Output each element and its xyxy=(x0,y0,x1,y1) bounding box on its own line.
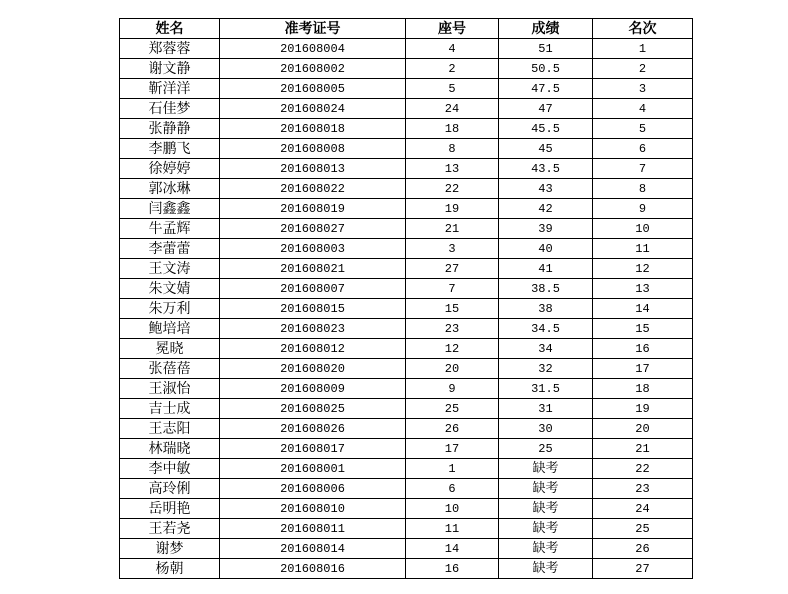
cell-exam-id: 201608008 xyxy=(220,139,406,159)
table-row xyxy=(120,299,693,319)
cell-seat: 3 xyxy=(406,239,499,259)
cell-rank: 9 xyxy=(593,199,693,219)
cell-rank: 24 xyxy=(593,499,693,519)
cell-exam-id: 201608007 xyxy=(220,279,406,299)
cell-name: 郭冰琳 xyxy=(120,179,220,199)
cell-name: 谢文静 xyxy=(120,59,220,79)
score-table xyxy=(119,18,693,579)
table-row xyxy=(120,339,693,359)
table-row xyxy=(120,119,693,139)
table-row xyxy=(120,159,693,179)
table-body xyxy=(120,39,693,579)
cell-exam-id: 201608003 xyxy=(220,239,406,259)
table-row xyxy=(120,479,693,499)
cell-rank: 6 xyxy=(593,139,693,159)
cell-score: 40 xyxy=(499,239,593,259)
cell-rank: 17 xyxy=(593,359,693,379)
cell-score: 43.5 xyxy=(499,159,593,179)
cell-rank: 19 xyxy=(593,399,693,419)
cell-score: 31.5 xyxy=(499,379,593,399)
cell-name: 张蓓蓓 xyxy=(120,359,220,379)
cell-score: 30 xyxy=(499,419,593,439)
cell-score: 25 xyxy=(499,439,593,459)
cell-score: 缺考 xyxy=(499,479,593,499)
cell-rank: 15 xyxy=(593,319,693,339)
table-row xyxy=(120,419,693,439)
header-seat: 座号 xyxy=(406,19,499,39)
table-row xyxy=(120,279,693,299)
header-score: 成绩 xyxy=(499,19,593,39)
cell-seat: 15 xyxy=(406,299,499,319)
cell-exam-id: 201608019 xyxy=(220,199,406,219)
cell-score: 缺考 xyxy=(499,559,593,579)
table-row xyxy=(120,499,693,519)
cell-seat: 26 xyxy=(406,419,499,439)
cell-name: 李蕾蕾 xyxy=(120,239,220,259)
cell-score: 43 xyxy=(499,179,593,199)
cell-name: 林瑞晓 xyxy=(120,439,220,459)
cell-score: 缺考 xyxy=(499,519,593,539)
table-row xyxy=(120,379,693,399)
table-row xyxy=(120,99,693,119)
cell-name: 李中敏 xyxy=(120,459,220,479)
cell-name: 张静静 xyxy=(120,119,220,139)
cell-seat: 2 xyxy=(406,59,499,79)
cell-seat: 27 xyxy=(406,259,499,279)
cell-seat: 13 xyxy=(406,159,499,179)
cell-score: 34.5 xyxy=(499,319,593,339)
cell-seat: 18 xyxy=(406,119,499,139)
cell-name: 冕晓 xyxy=(120,339,220,359)
table-row xyxy=(120,459,693,479)
cell-name: 闫鑫鑫 xyxy=(120,199,220,219)
cell-score: 34 xyxy=(499,339,593,359)
cell-exam-id: 201608022 xyxy=(220,179,406,199)
cell-exam-id: 201608012 xyxy=(220,339,406,359)
cell-seat: 22 xyxy=(406,179,499,199)
cell-name: 靳洋洋 xyxy=(120,79,220,99)
cell-name: 李鹏飞 xyxy=(120,139,220,159)
cell-exam-id: 201608005 xyxy=(220,79,406,99)
cell-seat: 20 xyxy=(406,359,499,379)
cell-name: 王淑怡 xyxy=(120,379,220,399)
table-row xyxy=(120,239,693,259)
header-exam-id: 准考证号 xyxy=(220,19,406,39)
cell-rank: 21 xyxy=(593,439,693,459)
table-row xyxy=(120,559,693,579)
cell-seat: 16 xyxy=(406,559,499,579)
table-row xyxy=(120,219,693,239)
cell-exam-id: 201608014 xyxy=(220,539,406,559)
cell-seat: 7 xyxy=(406,279,499,299)
cell-rank: 3 xyxy=(593,79,693,99)
cell-score: 45.5 xyxy=(499,119,593,139)
cell-rank: 11 xyxy=(593,239,693,259)
cell-exam-id: 201608025 xyxy=(220,399,406,419)
table-row xyxy=(120,39,693,59)
cell-rank: 2 xyxy=(593,59,693,79)
cell-name: 徐婷婷 xyxy=(120,159,220,179)
cell-score: 缺考 xyxy=(499,499,593,519)
cell-name: 鲍培培 xyxy=(120,319,220,339)
cell-seat: 19 xyxy=(406,199,499,219)
cell-exam-id: 201608009 xyxy=(220,379,406,399)
cell-exam-id: 201608023 xyxy=(220,319,406,339)
cell-rank: 10 xyxy=(593,219,693,239)
cell-score: 39 xyxy=(499,219,593,239)
cell-seat: 1 xyxy=(406,459,499,479)
cell-name: 牛孟辉 xyxy=(120,219,220,239)
cell-exam-id: 201608026 xyxy=(220,419,406,439)
cell-seat: 23 xyxy=(406,319,499,339)
cell-seat: 9 xyxy=(406,379,499,399)
cell-seat: 24 xyxy=(406,99,499,119)
cell-name: 吉士成 xyxy=(120,399,220,419)
cell-score: 缺考 xyxy=(499,459,593,479)
cell-rank: 8 xyxy=(593,179,693,199)
cell-exam-id: 201608006 xyxy=(220,479,406,499)
cell-rank: 5 xyxy=(593,119,693,139)
cell-score: 45 xyxy=(499,139,593,159)
cell-name: 杨朝 xyxy=(120,559,220,579)
cell-rank: 14 xyxy=(593,299,693,319)
cell-name: 谢梦 xyxy=(120,539,220,559)
cell-name: 朱文婧 xyxy=(120,279,220,299)
cell-score: 42 xyxy=(499,199,593,219)
cell-rank: 1 xyxy=(593,39,693,59)
cell-rank: 26 xyxy=(593,539,693,559)
cell-rank: 22 xyxy=(593,459,693,479)
cell-exam-id: 201608018 xyxy=(220,119,406,139)
table-row xyxy=(120,359,693,379)
cell-seat: 11 xyxy=(406,519,499,539)
table-row xyxy=(120,519,693,539)
cell-name: 朱万利 xyxy=(120,299,220,319)
cell-exam-id: 201608001 xyxy=(220,459,406,479)
header-row xyxy=(120,19,693,39)
cell-seat: 12 xyxy=(406,339,499,359)
cell-seat: 21 xyxy=(406,219,499,239)
cell-rank: 13 xyxy=(593,279,693,299)
cell-score: 缺考 xyxy=(499,539,593,559)
cell-exam-id: 201608010 xyxy=(220,499,406,519)
cell-score: 51 xyxy=(499,39,593,59)
header-rank: 名次 xyxy=(593,19,693,39)
cell-exam-id: 201608024 xyxy=(220,99,406,119)
cell-rank: 23 xyxy=(593,479,693,499)
cell-exam-id: 201608021 xyxy=(220,259,406,279)
cell-exam-id: 201608002 xyxy=(220,59,406,79)
cell-seat: 4 xyxy=(406,39,499,59)
cell-name: 高玲俐 xyxy=(120,479,220,499)
cell-exam-id: 201608020 xyxy=(220,359,406,379)
table-row xyxy=(120,199,693,219)
cell-rank: 7 xyxy=(593,159,693,179)
cell-score: 47.5 xyxy=(499,79,593,99)
cell-score: 41 xyxy=(499,259,593,279)
cell-score: 32 xyxy=(499,359,593,379)
cell-exam-id: 201608017 xyxy=(220,439,406,459)
cell-seat: 25 xyxy=(406,399,499,419)
table-row xyxy=(120,139,693,159)
cell-rank: 4 xyxy=(593,99,693,119)
cell-seat: 14 xyxy=(406,539,499,559)
cell-name: 石佳梦 xyxy=(120,99,220,119)
cell-seat: 8 xyxy=(406,139,499,159)
cell-name: 岳明艳 xyxy=(120,499,220,519)
table-row xyxy=(120,179,693,199)
table-row xyxy=(120,539,693,559)
cell-name: 王志阳 xyxy=(120,419,220,439)
cell-score: 38.5 xyxy=(499,279,593,299)
cell-exam-id: 201608015 xyxy=(220,299,406,319)
cell-exam-id: 201608011 xyxy=(220,519,406,539)
cell-name: 王若尧 xyxy=(120,519,220,539)
cell-rank: 16 xyxy=(593,339,693,359)
cell-seat: 5 xyxy=(406,79,499,99)
cell-score: 38 xyxy=(499,299,593,319)
table-row xyxy=(120,439,693,459)
cell-seat: 6 xyxy=(406,479,499,499)
cell-exam-id: 201608013 xyxy=(220,159,406,179)
cell-exam-id: 201608027 xyxy=(220,219,406,239)
table-row xyxy=(120,399,693,419)
table-row xyxy=(120,79,693,99)
cell-score: 50.5 xyxy=(499,59,593,79)
cell-exam-id: 201608004 xyxy=(220,39,406,59)
cell-name: 王文涛 xyxy=(120,259,220,279)
cell-rank: 12 xyxy=(593,259,693,279)
cell-score: 31 xyxy=(499,399,593,419)
cell-seat: 17 xyxy=(406,439,499,459)
cell-seat: 10 xyxy=(406,499,499,519)
cell-rank: 27 xyxy=(593,559,693,579)
table-row xyxy=(120,59,693,79)
table-row xyxy=(120,259,693,279)
cell-rank: 18 xyxy=(593,379,693,399)
cell-exam-id: 201608016 xyxy=(220,559,406,579)
table-row xyxy=(120,319,693,339)
cell-score: 47 xyxy=(499,99,593,119)
cell-rank: 25 xyxy=(593,519,693,539)
header-name: 姓名 xyxy=(120,19,220,39)
cell-name: 郑蓉蓉 xyxy=(120,39,220,59)
cell-rank: 20 xyxy=(593,419,693,439)
